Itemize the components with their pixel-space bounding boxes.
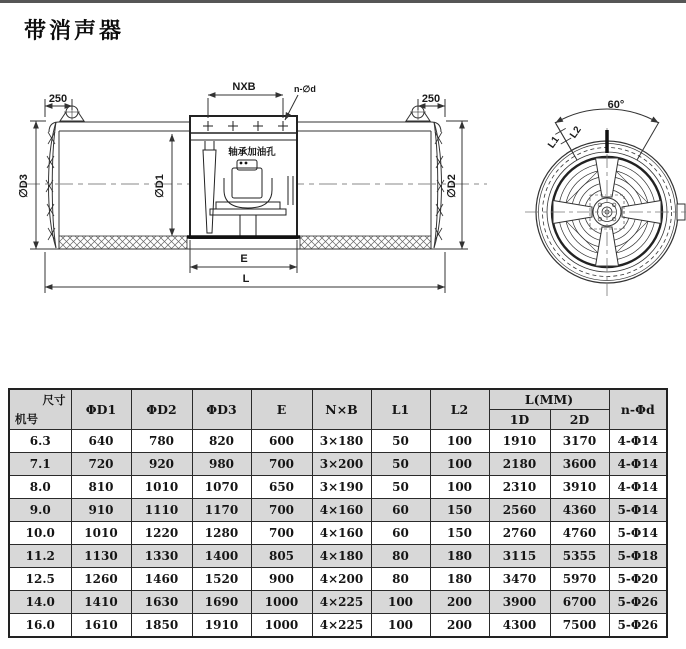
spec-cell: 100	[430, 430, 489, 453]
hatch-band-left	[59, 236, 187, 249]
spec-cell: 700	[251, 522, 312, 545]
dim-e: E	[240, 253, 248, 265]
row-model-cell: 14.0	[9, 591, 71, 614]
motor-compartment	[187, 116, 300, 238]
row-model-cell: 12.5	[9, 568, 71, 591]
dim-l: L	[242, 273, 250, 285]
spec-cell: 150	[430, 499, 489, 522]
col-header-d2: ΦD2	[131, 389, 192, 430]
dim-n-phi-d: n-∅d	[294, 84, 316, 94]
dim-phi-d3: ∅D3	[18, 174, 30, 198]
bearing-oil-hole-label: 轴承加油孔	[228, 147, 276, 158]
dim-nxb: NXB	[232, 81, 256, 93]
spec-cell: 60	[371, 522, 430, 545]
spec-cell: 100	[430, 453, 489, 476]
spec-cell: 180	[430, 568, 489, 591]
col-header-l2: L2	[430, 389, 489, 430]
row-model-cell: 10.0	[9, 522, 71, 545]
spec-cell: 1910	[192, 614, 251, 637]
spec-cell: 5-Φ14	[609, 499, 667, 522]
spec-cell: 640	[71, 430, 131, 453]
col-header-d3: ΦD3	[192, 389, 251, 430]
spec-cell: 3×190	[312, 476, 371, 499]
spec-cell: 3910	[550, 476, 609, 499]
spec-cell: 80	[371, 568, 430, 591]
spec-cell: 4300	[489, 614, 550, 637]
col-header-e: E	[251, 389, 312, 430]
spec-cell: 1520	[192, 568, 251, 591]
spec-cell: 720	[71, 453, 131, 476]
hatch-band-right	[300, 236, 431, 249]
spec-cell: 180	[430, 545, 489, 568]
table-row	[9, 568, 667, 591]
spec-cell: 910	[71, 499, 131, 522]
spec-cell: 200	[430, 614, 489, 637]
row-model-cell: 9.0	[9, 499, 71, 522]
spec-cell: 5-Φ18	[609, 545, 667, 568]
spec-cell: 4×200	[312, 568, 371, 591]
spec-cell: 650	[251, 476, 312, 499]
spec-cell: 3115	[489, 545, 550, 568]
spec-cell: 600	[251, 430, 312, 453]
spec-cell: 100	[371, 591, 430, 614]
spec-cell: 4-Φ14	[609, 476, 667, 499]
spec-cell: 3×200	[312, 453, 371, 476]
table-row	[9, 591, 667, 614]
spec-cell: 900	[251, 568, 312, 591]
end-view	[525, 109, 686, 296]
spec-cell: 1280	[192, 522, 251, 545]
dim-l1: L1	[546, 134, 562, 151]
table-row	[9, 614, 667, 637]
spec-cell: 1330	[131, 545, 192, 568]
dim-phi-d1: ∅D1	[154, 174, 166, 198]
page-title: 带消声器	[24, 18, 125, 43]
corner-cell	[9, 389, 71, 430]
spec-cell: 1000	[251, 614, 312, 637]
col-header-2d: 2D	[550, 410, 609, 430]
spec-cell: 4-Φ14	[609, 453, 667, 476]
corner-model-label: 机号	[15, 412, 38, 426]
spec-cell: 5-Φ26	[609, 614, 667, 637]
spec-cell: 3170	[550, 430, 609, 453]
dim-250-right: 250	[421, 93, 441, 105]
row-model-cell: 11.2	[9, 545, 71, 568]
spec-cell: 1000	[251, 591, 312, 614]
spec-cell: 2180	[489, 453, 550, 476]
spec-cell: 4760	[550, 522, 609, 545]
spec-cell: 5-Φ14	[609, 522, 667, 545]
spec-cell: 5970	[550, 568, 609, 591]
spec-cell: 1850	[131, 614, 192, 637]
row-model-cell: 16.0	[9, 614, 71, 637]
spec-cell: 4×180	[312, 545, 371, 568]
spec-cell: 1170	[192, 499, 251, 522]
spec-cell: 1110	[131, 499, 192, 522]
spec-cell: 3900	[489, 591, 550, 614]
col-header-d1: ΦD1	[71, 389, 131, 430]
spec-cell: 5-Φ20	[609, 568, 667, 591]
spec-cell: 2310	[489, 476, 550, 499]
spec-cell: 6700	[550, 591, 609, 614]
spec-cell: 60	[371, 499, 430, 522]
spec-cell: 1130	[71, 545, 131, 568]
spec-cell: 2760	[489, 522, 550, 545]
spec-cell: 1070	[192, 476, 251, 499]
row-model-cell: 7.1	[9, 453, 71, 476]
spec-cell: 980	[192, 453, 251, 476]
spec-table	[8, 388, 668, 638]
spec-cell: 4360	[550, 499, 609, 522]
col-header-1d: 1D	[489, 410, 550, 430]
table-row	[9, 522, 667, 545]
spec-cell: 5355	[550, 545, 609, 568]
spec-cell: 1630	[131, 591, 192, 614]
spec-cell: 780	[131, 430, 192, 453]
row-model-cell: 6.3	[9, 430, 71, 453]
spec-table-body	[9, 430, 667, 637]
spec-cell: 1460	[131, 568, 192, 591]
spec-cell: 200	[430, 591, 489, 614]
spec-cell: 3600	[550, 453, 609, 476]
spec-cell: 80	[371, 545, 430, 568]
spec-cell: 4×160	[312, 522, 371, 545]
spec-cell: 1220	[131, 522, 192, 545]
dim-angle-60: 60°	[607, 99, 625, 111]
spec-cell: 700	[251, 499, 312, 522]
spec-cell: 5-Φ26	[609, 591, 667, 614]
table-row	[9, 453, 667, 476]
spec-cell: 1610	[71, 614, 131, 637]
spec-cell: 4×225	[312, 591, 371, 614]
spec-cell: 1410	[71, 591, 131, 614]
spec-cell: 100	[371, 614, 430, 637]
col-header-l1: L1	[371, 389, 430, 430]
spec-cell: 700	[251, 453, 312, 476]
spec-cell: 50	[371, 453, 430, 476]
spec-cell: 1010	[131, 476, 192, 499]
col-header-nphid: n-Φd	[609, 389, 667, 430]
table-row	[9, 545, 667, 568]
spec-cell: 7500	[550, 614, 609, 637]
table-row	[9, 499, 667, 522]
spec-cell: 2560	[489, 499, 550, 522]
spec-cell: 50	[371, 476, 430, 499]
spec-cell: 3470	[489, 568, 550, 591]
spec-cell: 1690	[192, 591, 251, 614]
spec-table-header	[9, 389, 667, 430]
spec-cell: 1910	[489, 430, 550, 453]
spec-cell: 100	[430, 476, 489, 499]
corner-size-label: 尺寸	[42, 393, 66, 407]
dim-250-left: 250	[48, 93, 68, 105]
spec-cell: 805	[251, 545, 312, 568]
table-row	[9, 476, 667, 499]
col-header-nxb: N×B	[312, 389, 371, 430]
spec-cell: 4×225	[312, 614, 371, 637]
spec-cell: 1010	[71, 522, 131, 545]
spec-cell: 1400	[192, 545, 251, 568]
spec-cell: 50	[371, 430, 430, 453]
spec-cell: 810	[71, 476, 131, 499]
spec-cell: 820	[192, 430, 251, 453]
spec-cell: 3×180	[312, 430, 371, 453]
spec-cell: 920	[131, 453, 192, 476]
dim-phi-d2: ∅D2	[446, 174, 458, 198]
dim-l2: L2	[568, 124, 584, 141]
spec-cell: 4-Φ14	[609, 430, 667, 453]
spec-cell: 150	[430, 522, 489, 545]
spec-cell: 1260	[71, 568, 131, 591]
table-row	[9, 430, 667, 453]
col-header-lmm: L(MM)	[489, 389, 609, 410]
row-model-cell: 8.0	[9, 476, 71, 499]
spec-cell: 4×160	[312, 499, 371, 522]
